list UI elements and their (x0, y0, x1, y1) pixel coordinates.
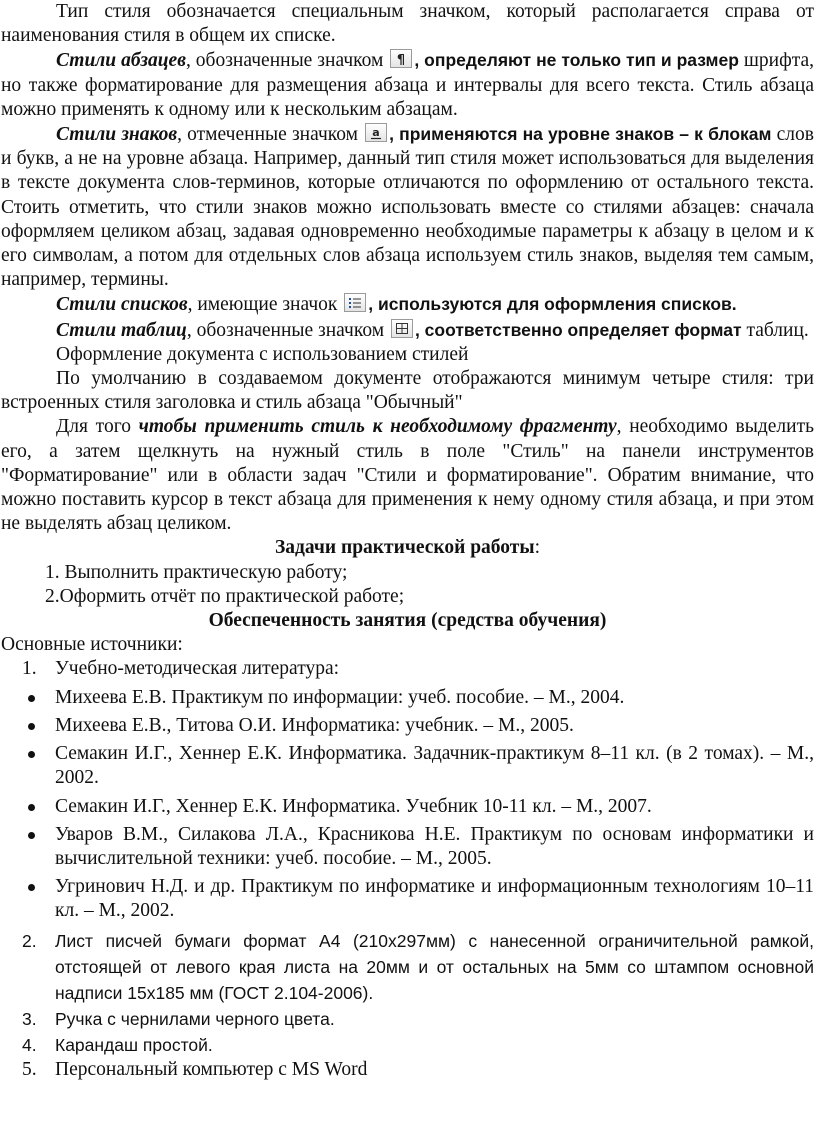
default-styles-paragraph: По умолчанию в создаваемом документе отображаются минимум четыре стиля: три встроенных стиля заголовка и стиль абзаца "Обычный" (1, 368, 814, 414)
tasks-heading (0, 536, 816, 560)
apply-style-paragraph (0, 415, 816, 536)
table-styles-text-c: таблиц. (746, 319, 809, 341)
paragraph-styles-text-a: , обозначенные значком (185, 50, 384, 72)
list-number: 2. (22, 930, 37, 951)
source-item-pc (0, 1058, 816, 1082)
list-styles-text-b: , используются для оформления списков. (368, 294, 737, 315)
apply-style-term: чтобы применить стиль к необходимому фрагменту (138, 416, 617, 438)
apply-style-text-b: , необходимо выделить его, а затем щелкнуть на нужный стиль в поле "Стиль" на панели инструментов "Форматирование" или в области задач "Стили и форматирование". Обратим внимание, что можно поставить курсор в текст абзаца для применения к нему одному стиля абзаца, и при этом не выделять абзац целиком. (1, 416, 815, 535)
paragraph-styles-text-b: , определяют не только тип и размер (414, 50, 739, 71)
character-styles-text-b: , применяются на уровне знаков – к блокам (389, 124, 772, 145)
pilcrow-icon (390, 49, 412, 68)
tasks-heading-colon: : (534, 537, 541, 559)
apply-style-text-a: Для того (56, 416, 139, 438)
source-item-paper (0, 928, 816, 1006)
table-styles-text-b: , соответственно определяет формат (414, 319, 742, 340)
character-styles-text-a: , отмеченные значком (177, 124, 358, 146)
table-icon (391, 319, 413, 338)
book-text: Михеева Е.В. Практикум по информации: учеб. пособие. – М., 2004. (55, 686, 625, 708)
intro-paragraph: Тип стиля обозначается специальным значком, который располагается справа от наименования стиля в общем их списке. (1, 1, 814, 47)
table-styles-term: Стили таблиц (56, 319, 187, 341)
book-text: Семакин И.Г., Хеннер Е.К. Информатика. Задачник-практикум 8–11 кл. (в 2 томах). – М., 2002. (55, 743, 814, 789)
source-item-pencil (0, 1032, 816, 1058)
svg-text:a: a (372, 126, 380, 140)
bullet-icon (28, 695, 35, 702)
bullet-icon (28, 832, 35, 839)
source-text: Лист писчей бумаги формат А4 (210х297мм) с нанесенной ограничительной рамкой, отстоящей от левого края листа на 20мм и от остальных на 5мм со штампом основной надписи 15х185 мм (ГОСТ 2.104-2006). (55, 930, 814, 1003)
character-styles-term: Стили знаков (56, 124, 178, 146)
list-icon (344, 293, 366, 312)
bullet-icon (28, 804, 35, 811)
book-text: Семакин И.Г., Хеннер Е.К. Информатика. Учебник 10-11 кл. – М., 2007. (55, 795, 652, 817)
tasks-list (0, 561, 816, 609)
character-styles-paragraph (0, 122, 816, 292)
book-text: Михеева Е.В., Титова О.И. Информатика: учебник. – М., 2005. (55, 714, 574, 736)
svg-text:¶: ¶ (397, 53, 406, 68)
source-text: Учебно-методическая литература: (55, 658, 340, 680)
doc-design-heading: Оформление документа с использованием стилей (56, 343, 469, 365)
tasks-heading-text: Задачи практической работы (274, 537, 535, 559)
bullet-icon (28, 884, 35, 891)
sources-label: Основные источники: (1, 634, 183, 656)
list-number: 5. (22, 1058, 37, 1080)
book-item (0, 686, 816, 710)
table-styles-paragraph (0, 318, 816, 343)
source-text: Персональный компьютер с MS Word (55, 1058, 368, 1080)
sources-list (0, 657, 816, 1081)
book-item (0, 823, 816, 871)
provision-heading: Обеспеченность занятия (средства обучения) (208, 610, 607, 632)
source-text: Карандаш простой. (55, 1034, 213, 1055)
list-styles-term: Стили списков (56, 294, 188, 316)
list-styles-text-a: , имеющие значок (187, 294, 338, 316)
source-item-literature (0, 657, 816, 681)
table-styles-text-a: , обозначенные значком (186, 319, 385, 341)
list-number: 1. (22, 658, 37, 680)
paragraph-styles-text-c: шрифта, но также форматирование для размещения абзаца и интервалы для всего текста. Стиль абзаца можно применять к одному или к нескольким абзацам. (1, 50, 815, 120)
list-styles-paragraph (0, 292, 816, 317)
list-number: 4. (22, 1034, 37, 1055)
book-text: Угринович Н.Д. и др. Практикум по информатике и информационным технологиям 10–11 кл. – М., 2002. (55, 876, 814, 922)
paragraph-styles-paragraph (0, 48, 816, 122)
task-item: 2.Оформить отчёт по практической работе; (45, 585, 405, 607)
bullet-icon (28, 723, 35, 730)
bullet-icon (28, 751, 35, 758)
source-text: Ручка с чернилами черного цвета. (55, 1008, 335, 1029)
character-a-icon (365, 123, 387, 142)
book-item (0, 875, 816, 923)
list-number: 3. (22, 1008, 37, 1029)
character-styles-text-c: слов и букв, а не на уровне абзаца. Например, данный тип стиля может использоваться для выделения в тексте документа слов-терминов, которые отличаются по оформлению от остального текста. Стоить отметить, что стили знаков можно использовать вместе со стилями абзацев: сначала оформляем целиком абзац, задавая одновременно необходимые параметры к абзацу в целом и к его символам, а потом для отдельных слов абзаца используем стиль знаков, выделяя тем самым, например, термины. (1, 124, 814, 291)
book-item (0, 742, 816, 790)
book-item (0, 795, 816, 819)
book-item (0, 714, 816, 738)
book-text: Уваров В.М., Силакова Л.А., Красникова Н.Е. Практикум по основам информатики и вычислительной техники: учеб. пособие. – М., 2005. (55, 823, 814, 869)
paragraph-styles-term: Стили абзацев (56, 50, 186, 72)
source-item-pen (0, 1006, 816, 1032)
task-item: 1. Выполнить практическую работу; (45, 561, 348, 583)
